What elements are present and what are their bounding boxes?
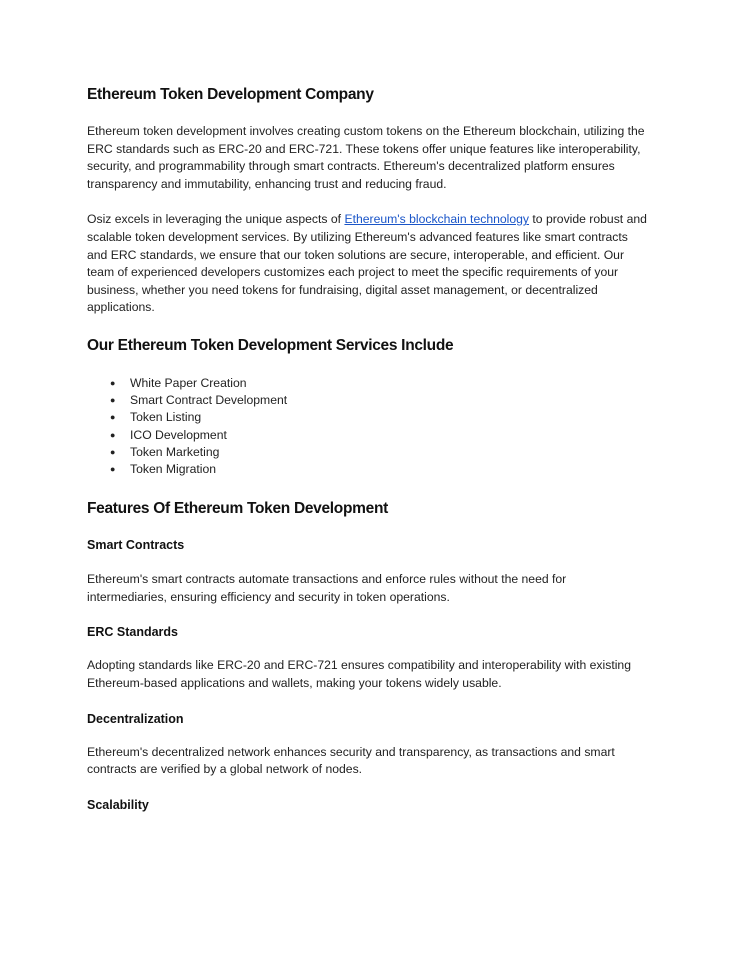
feature-text-decentralization: Ethereum's decentralized network enhances security and transparency, as transactions and smart contracts are verified by a global network of nodes. <box>87 744 615 777</box>
document-page <box>87 86 647 812</box>
bullet-icon: ● <box>110 429 116 440</box>
feature-title-decentralization: Decentralization <box>87 711 184 726</box>
bullet-icon: ● <box>110 395 116 406</box>
list-item: ● ICO Development <box>87 427 647 444</box>
bullet-icon: ● <box>110 412 116 423</box>
page-title: Ethereum Token Development Company <box>87 86 374 103</box>
list-item: ● Token Migration <box>87 461 647 478</box>
feature-title-scalability: Scalability <box>87 797 149 812</box>
services-list <box>87 375 647 478</box>
list-item: ● Smart Contract Development <box>87 392 647 409</box>
bullet-icon: ● <box>110 377 116 388</box>
features-heading: Features Of Ethereum Token Development <box>87 500 388 518</box>
feature-text-smart-contracts: Ethereum's smart contracts automate transactions and enforce rules without the need for intermediaries, ensuring efficiency and security in token operations. <box>87 572 567 604</box>
feature-text-erc-standards: Adopting standards like ERC-20 and ERC-721 ensures compatibility and interoperability with existing Ethereum-based applications and wallets, making your tokens widely usable. <box>87 658 631 690</box>
bullet-icon: ● <box>110 463 116 474</box>
bullet-icon: ● <box>110 446 116 457</box>
feature-title-smart-contracts: Smart Contracts <box>87 538 185 553</box>
list-item: ● White Paper Creation <box>87 375 647 392</box>
feature-title-erc-standards: ERC Standards <box>87 625 178 640</box>
intro-paragraph: Ethereum token development involves creating custom tokens on the Ethereum blockchain, utilizing the ERC standards such as ERC-20 and ERC-721. These tokens offer unique features like interoperability, security, and programmability through smart contracts. Ethereum's decentralized platform ensures transparency and immutability, enhancing trust and reducing fraud. <box>87 124 645 191</box>
osiz-paragraph <box>87 211 647 317</box>
list-item: ● Token Listing <box>87 409 647 426</box>
blockchain-technology-link[interactable]: Ethereum's blockchain technology <box>344 212 530 227</box>
osiz-text-before-link: Osiz excels in leveraging the unique aspects of <box>87 212 345 227</box>
osiz-text-after-link: to provide robust and scalable token development services. By utilizing Ethereum's advanced features like smart contracts and ERC standards, we ensure that our token solutions are secure, interoperable, and efficient. Our team of experienced developers customizes each project to meet the specific requirements of your business, whether you need tokens for fundraising, digital asset management, or decentralized applications. <box>87 212 647 315</box>
list-item: ● Token Marketing <box>87 444 647 461</box>
services-heading: Our Ethereum Token Development Services Include <box>87 336 454 354</box>
